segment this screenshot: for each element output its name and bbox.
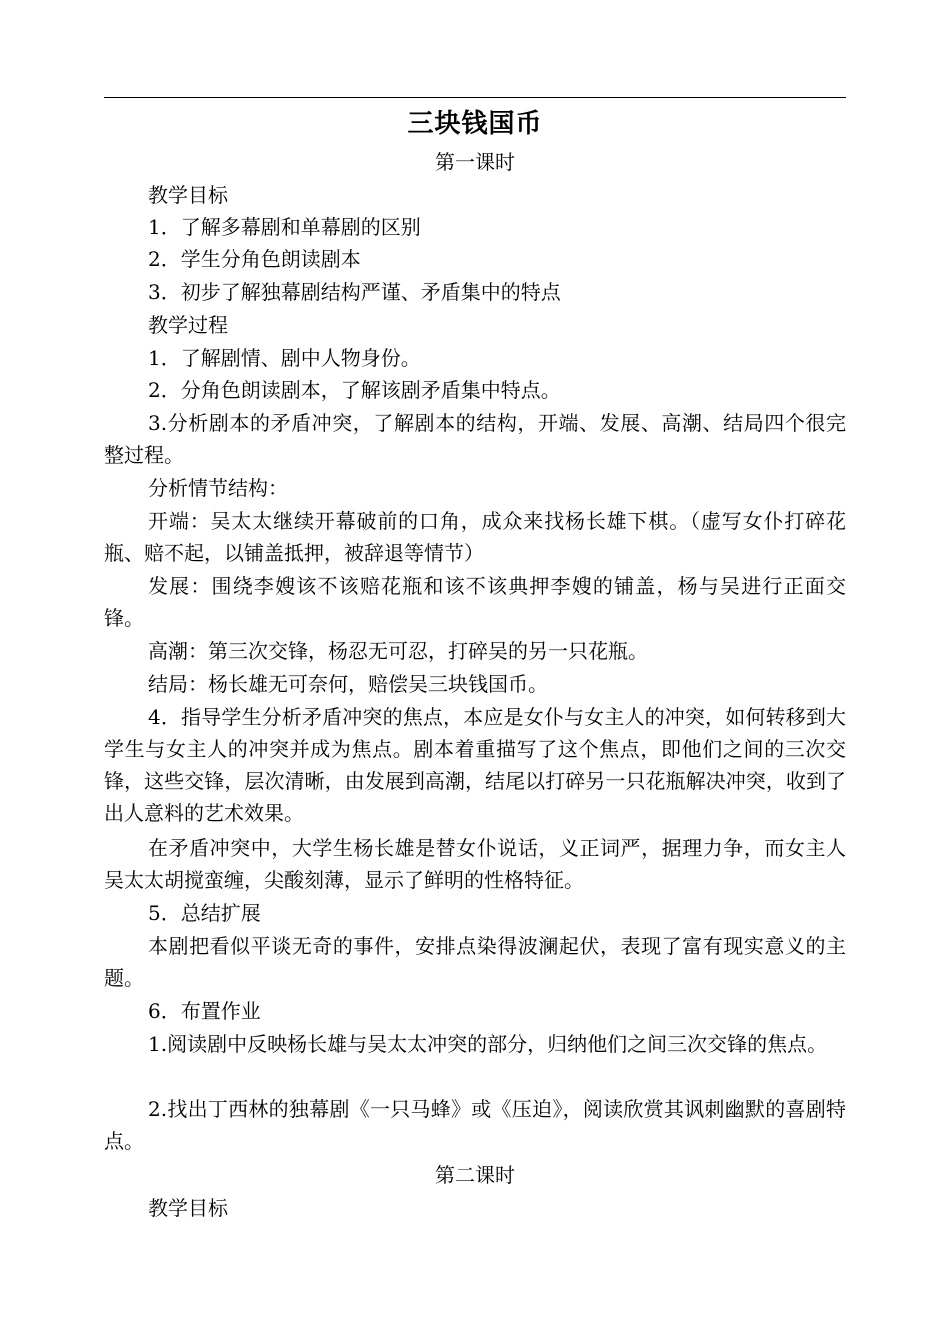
goal-item: 3．初步了解独幕剧结构严谨、矛盾集中的特点 [148,280,561,304]
homework-item-1: 1.阅读剧中反映杨长雄与吴太太冲突的部分，归纳他们之间三次交锋的焦点。 [148,1032,828,1056]
step-6-heading: 6．布置作业 [148,999,261,1023]
step-5-heading: 5．总结扩展 [148,901,261,925]
plot-development: 发展：围绕李嫂该不该赔花瓶和该不该典押李嫂的铺盖，杨与吴进行正面交锋。 [104,574,846,630]
plot-ending: 结局：杨长雄无可奈何，赔偿吴三块钱国币。 [148,672,548,696]
plot-climax: 高潮：第三次交锋，杨忍无可忍，打碎吴的另一只花瓶。 [148,639,648,663]
process-heading: 教学过程 [148,313,228,337]
process-item: 2．分角色朗读剧本，了解该剧矛盾集中特点。 [148,378,561,402]
document-title: 三块钱国币 [407,109,543,139]
goal-item: 2．学生分角色朗读剧本 [148,247,361,271]
header-rule [104,97,846,98]
goals-heading-2: 教学目标 [148,1196,228,1220]
process-step-3: 3.分析剧本的矛盾冲突，了解剧本的结构，开端、发展、高潮、结局四个很完整过程。 [104,411,846,467]
lesson-two-heading: 第二课时 [435,1163,515,1187]
process-item: 1．了解剧情、剧中人物身份。 [148,346,421,370]
process-step-4: 4．指导学生分析矛盾冲突的焦点，本应是女仆与女主人的冲突，如何转移到大学生与女主人的冲突并成为焦点。剧本着重描写了这个焦点，即他们之间的三次交锋，这些交锋，层次清晰，由发展到高潮，结尾以打碎另一只花瓶解决冲突，收到了出人意料的艺术效果。 [104,705,846,825]
summary-paragraph: 本剧把看似平谈无奇的事件，安排点染得波澜起伏，表现了富有现实意义的主题。 [104,934,846,990]
homework-item-2: 2.找出丁西林的独幕剧《一只马蜂》或《压迫》，阅读欣赏其讽刺幽默的喜剧特点。 [104,1097,846,1153]
goals-heading: 教学目标 [148,183,228,207]
plot-start: 开端：吴太太继续开幕破前的口角，成众来找杨长雄下棋。（虚写女仆打碎花瓶、赔不起，以铺盖抵押，被辞退等情节） [104,509,846,565]
conflict-paragraph: 在矛盾冲突中，大学生杨长雄是替女仆说话，义正词严，据理力争，而女主人吴太太胡搅蛮缠，尖酸刻薄，显示了鲜明的性格特征。 [104,836,846,892]
goal-item: 1．了解多幕剧和单幕剧的区别 [148,215,421,239]
plot-heading: 分析情节结构： [148,476,288,500]
lesson-one-heading: 第一课时 [435,150,515,174]
